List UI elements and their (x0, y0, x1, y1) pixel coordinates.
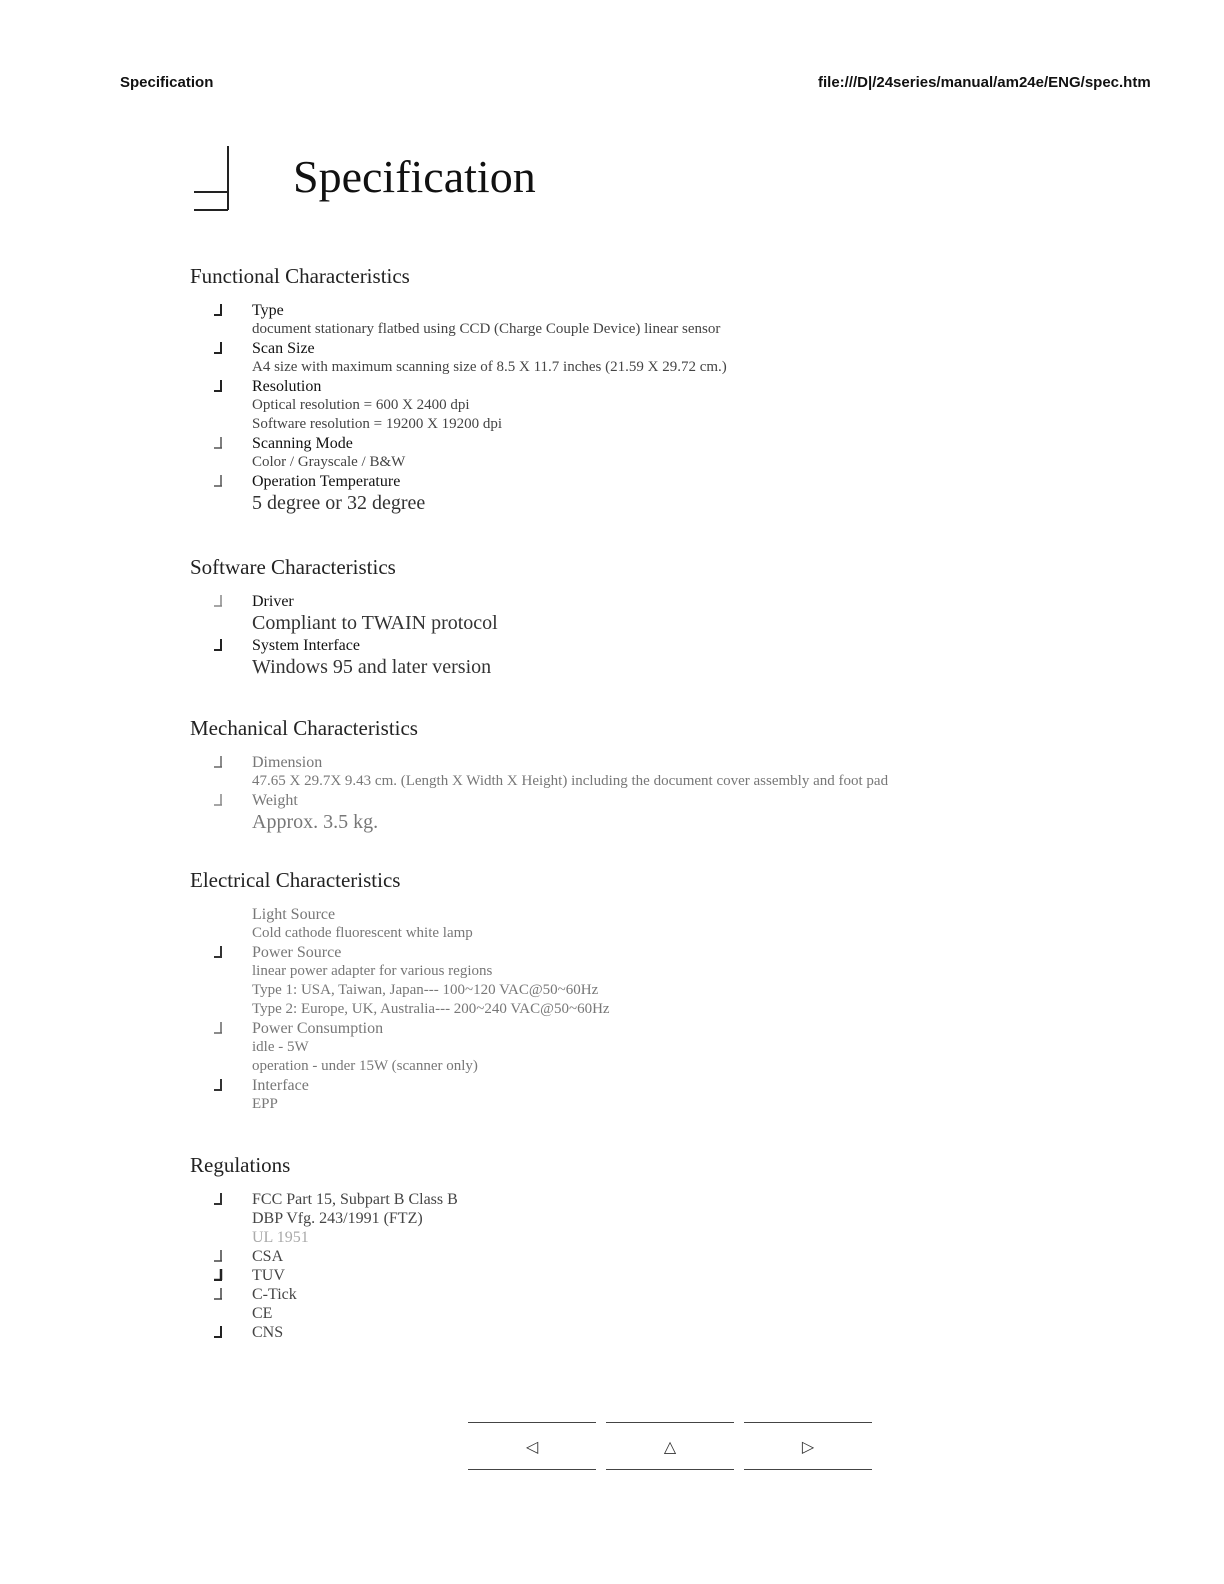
item-label: Type (252, 302, 284, 319)
bullet-icon (212, 756, 224, 768)
list-item (212, 1266, 458, 1285)
item-value: operation - under 15W (scanner only) (252, 1058, 478, 1074)
item-value: Windows 95 and later version (252, 656, 492, 678)
bullet-icon (212, 946, 224, 958)
list-item (212, 592, 498, 636)
home-arrow-icon: △ (663, 1436, 677, 1456)
list-item (212, 339, 727, 377)
regulation-label: CE (252, 1305, 273, 1322)
regulation-label: FCC Part 15, Subpart B Class B (252, 1191, 458, 1208)
list-item (212, 1076, 610, 1114)
bullet-icon (212, 1250, 224, 1262)
list-item (212, 301, 727, 339)
section-mechanical (190, 716, 888, 835)
list-item (212, 434, 727, 472)
item-label: Dimension (252, 754, 323, 771)
item-label: Light Source (252, 906, 336, 923)
section-heading: Electrical Characteristics (190, 868, 401, 892)
item-value: Software resolution = 19200 X 19200 dpi (252, 416, 503, 432)
item-label: Operation Temperature (252, 473, 401, 490)
item-value: linear power adapter for various regions (252, 963, 493, 979)
section-electrical (190, 868, 610, 1114)
regulation-label: TUV (252, 1267, 285, 1284)
item-value: Optical resolution = 600 X 2400 dpi (252, 397, 470, 413)
list-item (212, 1228, 458, 1247)
regulation-label: DBP Vfg. 243/1991 (FTZ) (252, 1210, 423, 1227)
next-arrow-icon: ▷ (801, 1436, 815, 1456)
page-navigation (468, 1422, 872, 1470)
item-value: EPP (252, 1096, 278, 1112)
bullet-icon (212, 1022, 224, 1034)
bullet-icon (212, 437, 224, 449)
previous-page-button[interactable] (468, 1422, 596, 1470)
list-item (212, 1285, 458, 1304)
page-icon (188, 144, 238, 214)
bullet-icon (212, 1269, 224, 1281)
regulation-label: C-Tick (252, 1286, 297, 1303)
page-title: Specification (293, 151, 536, 202)
bullet-icon (212, 794, 224, 806)
bullet-icon (212, 1326, 224, 1338)
item-label: Driver (252, 593, 294, 610)
section-regulations (190, 1153, 458, 1342)
header-page-title: Specification (120, 74, 214, 91)
bullet-icon (212, 304, 224, 316)
item-label: Power Source (252, 944, 342, 961)
home-button[interactable] (606, 1422, 734, 1470)
section-heading: Software Characteristics (190, 555, 396, 579)
previous-arrow-icon: ◁ (525, 1436, 539, 1456)
list-item (212, 1304, 458, 1323)
section-heading: Functional Characteristics (190, 264, 410, 288)
item-label: Interface (252, 1077, 309, 1094)
item-label: Power Consumption (252, 1020, 384, 1037)
list-item (212, 472, 727, 516)
bullet-icon (212, 1288, 224, 1300)
list-item (212, 377, 727, 434)
item-value: 5 degree or 32 degree (252, 492, 426, 514)
list-item (212, 1209, 458, 1228)
item-value: idle - 5W (252, 1039, 309, 1055)
item-value: Color / Grayscale / B&W (252, 454, 406, 470)
header-url: file:///D|/24series/manual/am24e/ENG/spec.htm (818, 74, 1151, 91)
bullet-icon (212, 475, 224, 487)
bullet-icon (212, 1079, 224, 1091)
next-page-button[interactable] (744, 1422, 872, 1470)
bullet-icon (212, 380, 224, 392)
item-value: Type 2: Europe, UK, Australia--- 200~240 VAC@50~60Hz (252, 1001, 610, 1017)
list-item (212, 636, 498, 680)
bullet-icon (212, 595, 224, 607)
item-label: Weight (252, 792, 298, 809)
item-value: Cold cathode fluorescent white lamp (252, 925, 473, 941)
bullet-icon (212, 342, 224, 354)
regulation-label: CSA (252, 1248, 284, 1265)
section-heading: Regulations (190, 1153, 291, 1177)
regulation-label: CNS (252, 1324, 284, 1341)
item-label: Resolution (252, 378, 322, 395)
list-item (212, 1323, 458, 1342)
item-value: Compliant to TWAIN protocol (252, 612, 498, 634)
item-value: Approx. 3.5 kg. (252, 811, 379, 833)
item-value: A4 size with maximum scanning size of 8.5 X 11.7 inches (21.59 X 29.72 cm.) (252, 359, 727, 375)
list-item (212, 1019, 610, 1076)
item-label: Scan Size (252, 340, 315, 357)
section-functional (190, 264, 727, 516)
item-value: 47.65 X 29.7X 9.43 cm. (Length X Width X Height) including the document cover assembly and foot pad (252, 773, 889, 789)
item-label: System Interface (252, 637, 360, 654)
section-heading: Mechanical Characteristics (190, 716, 418, 740)
list-item (212, 905, 610, 943)
bullet-icon (212, 639, 224, 651)
item-label: Scanning Mode (252, 435, 353, 452)
item-value: Type 1: USA, Taiwan, Japan--- 100~120 VAC@50~60Hz (252, 982, 599, 998)
list-item (212, 753, 888, 791)
list-item (212, 1247, 458, 1266)
regulation-label: UL 1951 (252, 1229, 309, 1246)
section-software (190, 555, 498, 680)
list-item (212, 791, 888, 835)
bullet-icon (212, 1193, 224, 1205)
list-item (212, 943, 610, 1019)
item-value: document stationary flatbed using CCD (Charge Couple Device) linear sensor (252, 321, 721, 337)
list-item (212, 1190, 458, 1209)
